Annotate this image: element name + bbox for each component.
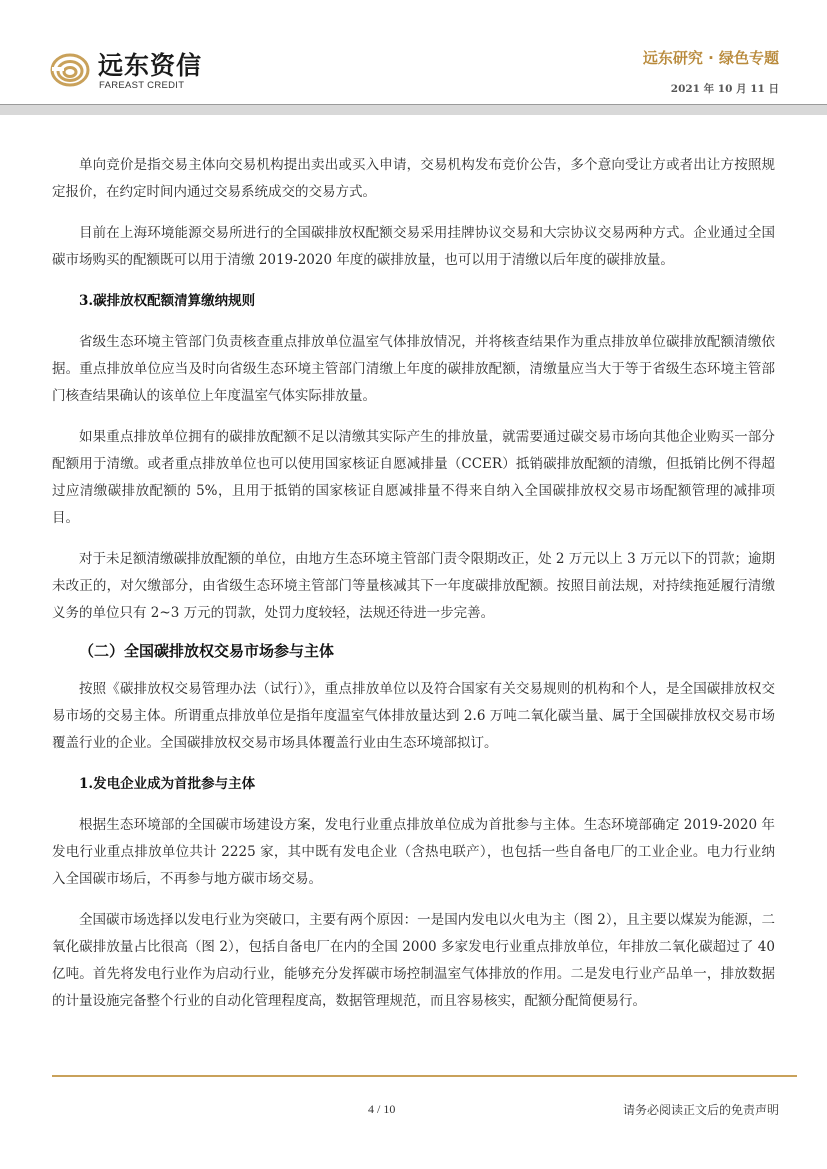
paragraph: 全国碳市场选择以发电行业为突破口，主要有两个原因：一是国内发电以火电为主（图 2），且主要以煤炭为能源，二氧化碳排放量占比很高（图 2），包括自备电厂在内的全国 2000 多家发电行业重点排放单位，年排放二氧化碳超过了 40 亿吨。首先将发电行业作为启动行业，能够充分发挥碳市场控制温室气体排放的作用。二是发电行业产品单一，排放数据的计量设施完备整个行业的自动化管理程度高，数据管理规范，而且容易核实，配额分配简便易行。: [52, 912, 775, 1009]
paragraph: 对于未足额清缴碳排放配额的单位，由地方生态环境主管部门责令限期改正，处 2 万元以上 3 万元以下的罚款；逾期未改正的，对欠缴部分，由省级生态环境主管部门等量核减其下一年度碳排放配额。按照目前法规，对持续拖延履行清缴义务的单位只有 2~3 万元的罚款，处罚力度较轻，法规还待进一步完善。: [52, 551, 775, 621]
paragraph: 按照《碳排放权交易管理办法（试行）》，重点排放单位以及符合国家有关交易规则的机构和个人，是全国碳排放权交易市场的交易主体。所谓重点排放单位是指年度温室气体排放量达到 2.6 万吨二氧化碳当量、属于全国碳排放权交易市场覆盖行业的企业。全国碳排放权交易市场具体覆盖行业由生态环境部拟订。: [52, 681, 775, 751]
fareast-swirl-logo-icon: [50, 50, 90, 90]
paragraph: 省级生态环境主管部门负责核查重点排放单位温室气体排放情况，并将核查结果作为重点排放单位碳排放配额清缴依据。重点排放单位应当及时向省级生态环境主管部门清缴上年度的碳排放配额，清缴量应当大于等于省级生态环境主管部门核查结果确认的该单位上年度温室气体实际排放量。: [52, 334, 775, 404]
page-header: [0, 0, 827, 108]
chapter-heading: （二）全国碳排放权交易市场参与主体: [79, 642, 335, 660]
disclaimer-note: 请务必阅读正文后的免责声明: [622, 1103, 779, 1117]
section-heading: 1.发电企业成为首批参与主体: [79, 776, 256, 792]
brand-name: 远东资信: [98, 51, 203, 80]
paragraph: 单向竞价是指交易主体向交易机构提出卖出或买入申请，交易机构发布竞价公告，多个意向受让方或者出让方按照规定报价，在约定时间内通过交易系统成交的交易方式。: [52, 157, 775, 200]
page-number: 4 / 10: [368, 1102, 396, 1116]
footer-divider: [52, 1075, 797, 1077]
report-date: 2021 年 10 月 11 日: [670, 83, 779, 95]
report-body: [52, 152, 775, 1015]
paragraph: 目前在上海环境能源交易所进行的全国碳排放权配额交易采用挂牌协议交易和大宗协议交易两种方式。企业通过全国碳市场购买的配额既可以用于清缴 2019-2020 年度的碳排放量，也可以用于清缴以后年度的碳排放量。: [52, 225, 775, 268]
paragraph: 如果重点排放单位拥有的碳排放配额不足以清缴其实际产生的排放量，就需要通过碳交易市场向其他企业购买一部分配额用于清缴。或者重点排放单位也可以使用国家核证自愿减排量（CCER）抵销碳排放配额的清缴，但抵销比例不得超过应清缴碳排放配额的 5%，且用于抵销的国家核证自愿减排量不得来自纳入全国碳排放权交易市场配额管理的减排项目。: [52, 429, 775, 526]
header-band: [0, 105, 827, 115]
report-series: 远东研究 · 绿色专题: [642, 49, 779, 67]
paragraph: 根据生态环境部的全国碳市场建设方案，发电行业重点排放单位成为首批参与主体。生态环境部确定 2019-2020 年发电行业重点排放单位共计 2225 家，其中既有发电企业（含热电联产），也包括一些自备电厂的工业企业。电力行业纳入全国碳市场后，不再参与地方碳市场交易。: [52, 817, 775, 887]
brand-name-en: FAREAST CREDIT: [99, 80, 185, 91]
section-heading: 3.碳排放权配额清算缴纳规则: [79, 293, 256, 309]
